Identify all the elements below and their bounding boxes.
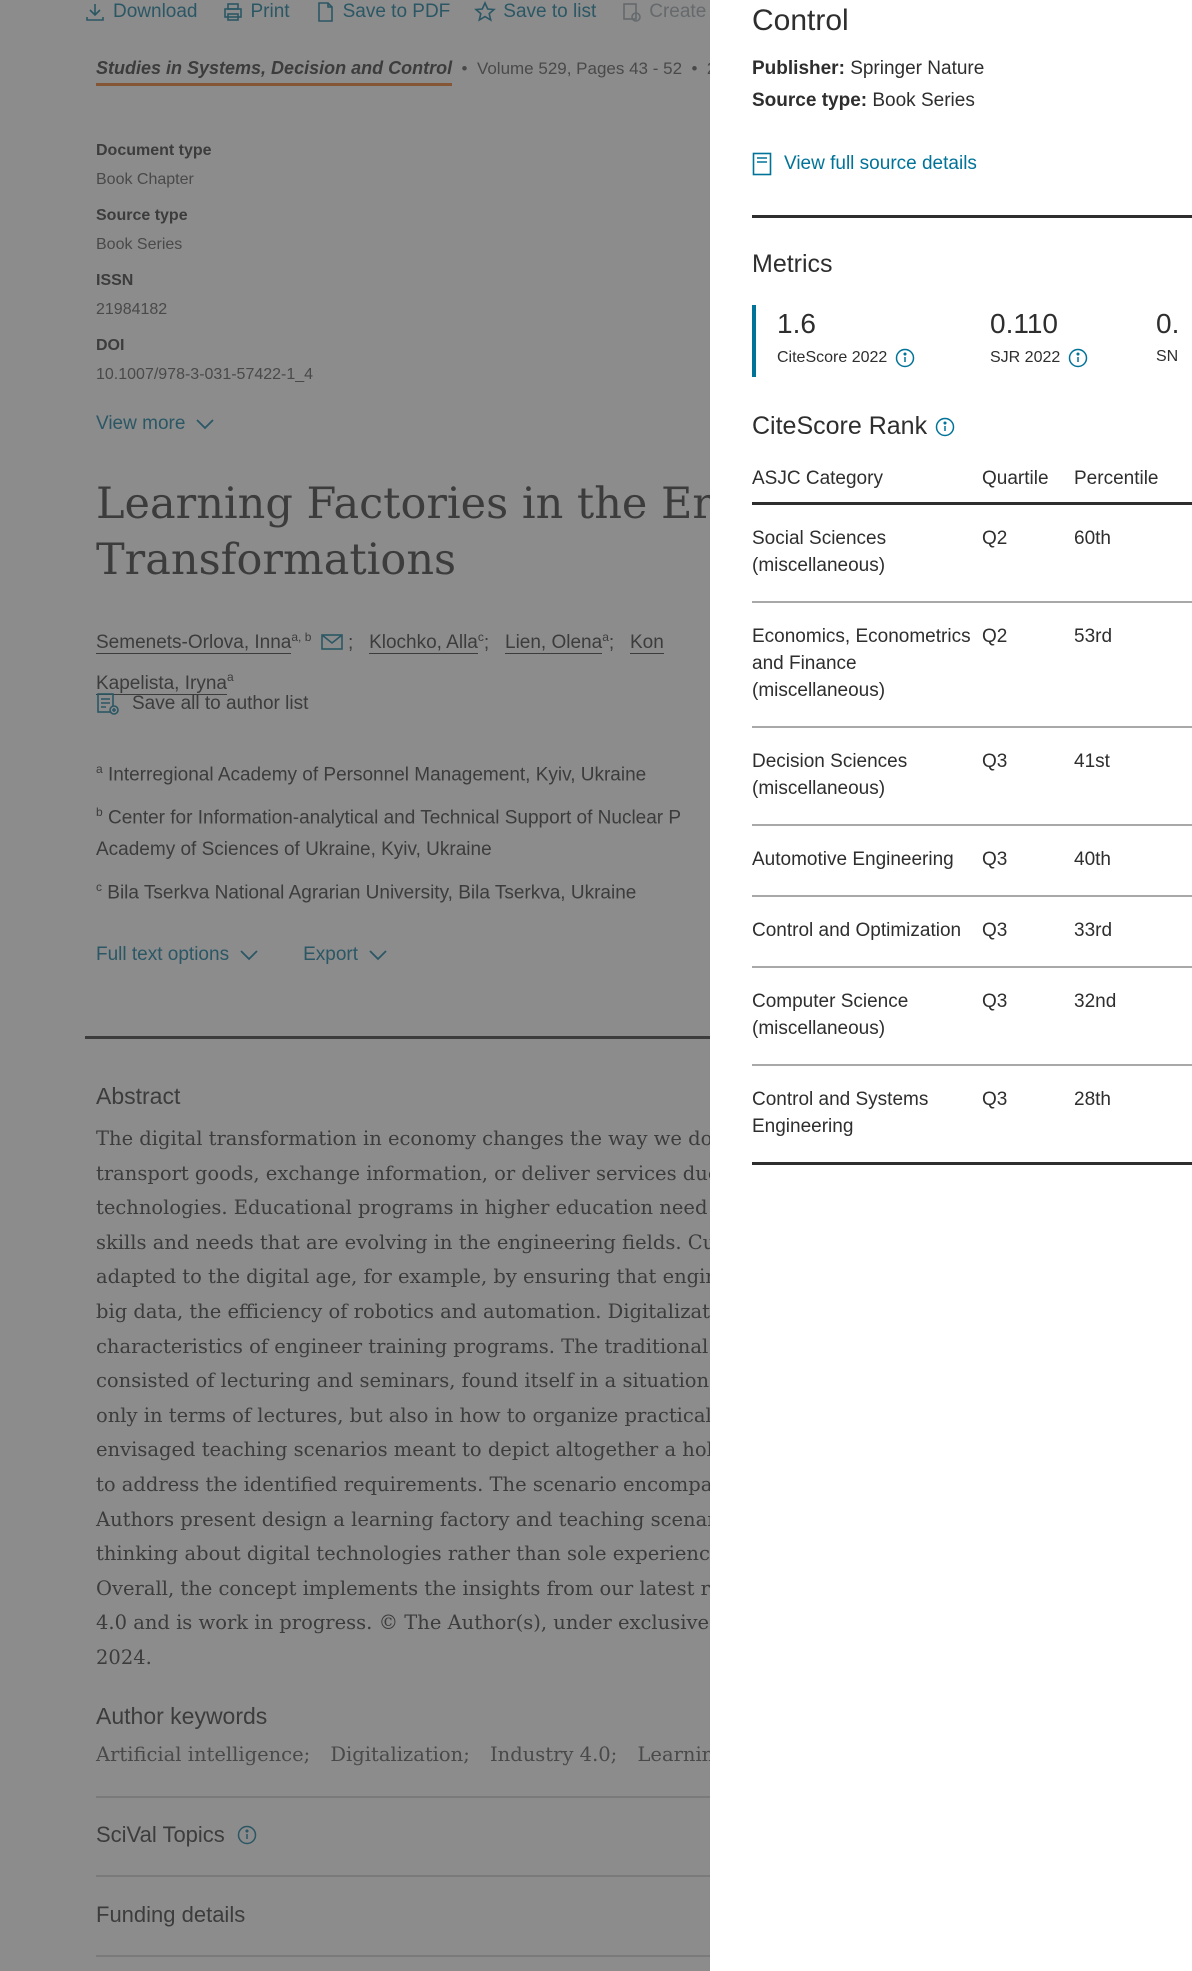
percentile-cell: 60th — [1074, 504, 1192, 603]
metric-accent-bar — [752, 305, 756, 377]
quartile-cell: Q2 — [982, 602, 1074, 727]
panel-title: Control — [752, 4, 849, 37]
quartile-cell: Q2 — [982, 504, 1074, 603]
column-header: Quartile — [982, 460, 1074, 504]
publisher-value: Springer Nature — [850, 58, 985, 79]
metric-value: 0. — [1156, 308, 1180, 339]
view-full-source-details-link[interactable] — [752, 152, 977, 176]
source-type-value: Book Series — [872, 90, 975, 111]
category-cell: Social Sciences (miscellaneous) — [752, 504, 982, 603]
table-header-row — [752, 460, 1192, 504]
snip-metric — [1156, 306, 1179, 366]
source-details-panel — [710, 0, 1179, 1971]
category-cell: Control and Systems Engineering — [752, 1065, 982, 1164]
table-row — [752, 967, 1192, 1065]
table-row — [752, 1065, 1192, 1164]
info-icon[interactable] — [1068, 348, 1088, 368]
metrics-heading: Metrics — [752, 250, 833, 278]
column-header: Percentile — [1074, 460, 1192, 504]
category-cell: Automotive Engineering — [752, 825, 982, 896]
category-cell: Economics, Econometrics and Finance (miscellaneous) — [752, 602, 982, 727]
category-cell: Control and Optimization — [752, 896, 982, 967]
metric-value: 1.6 — [777, 308, 816, 339]
source-type-label: Source type: — [752, 90, 868, 111]
percentile-cell: 53rd — [1074, 602, 1192, 727]
info-icon[interactable] — [935, 417, 955, 437]
metric-label: SJR 2022 — [990, 349, 1061, 366]
citescore-rank-table — [752, 460, 1192, 1165]
quartile-cell: Q3 — [982, 727, 1074, 825]
quartile-cell: Q3 — [982, 896, 1074, 967]
sjr-metric — [990, 306, 1088, 368]
document-icon — [752, 152, 772, 176]
percentile-cell: 33rd — [1074, 896, 1192, 967]
quartile-cell: Q3 — [982, 1065, 1074, 1164]
column-header: ASJC Category — [752, 460, 982, 504]
metric-label: SN — [1156, 348, 1179, 365]
metric-label: CiteScore 2022 — [777, 349, 888, 366]
percentile-cell: 40th — [1074, 825, 1192, 896]
category-cell: Computer Science (miscellaneous) — [752, 967, 982, 1065]
citescore-metric — [777, 306, 915, 368]
metric-value: 0.110 — [990, 308, 1058, 339]
percentile-cell: 28th — [1074, 1065, 1192, 1164]
table-row — [752, 896, 1192, 967]
table-row — [752, 602, 1192, 727]
percentile-cell: 41st — [1074, 727, 1192, 825]
publisher-label: Publisher: — [752, 58, 845, 79]
percentile-cell: 32nd — [1074, 967, 1192, 1065]
table-row — [752, 504, 1192, 603]
panel-divider — [752, 215, 1192, 218]
table-row — [752, 727, 1192, 825]
rank-heading-label: CiteScore Rank — [752, 412, 928, 440]
publisher-line — [752, 58, 984, 80]
quartile-cell: Q3 — [982, 825, 1074, 896]
quartile-cell: Q3 — [982, 967, 1074, 1065]
info-icon[interactable] — [895, 348, 915, 368]
category-cell: Decision Sciences (miscellaneous) — [752, 727, 982, 825]
source-type-line — [752, 90, 975, 112]
citescore-rank-heading — [752, 412, 955, 441]
source-link-label: View full source details — [784, 153, 977, 174]
table-row — [752, 825, 1192, 896]
